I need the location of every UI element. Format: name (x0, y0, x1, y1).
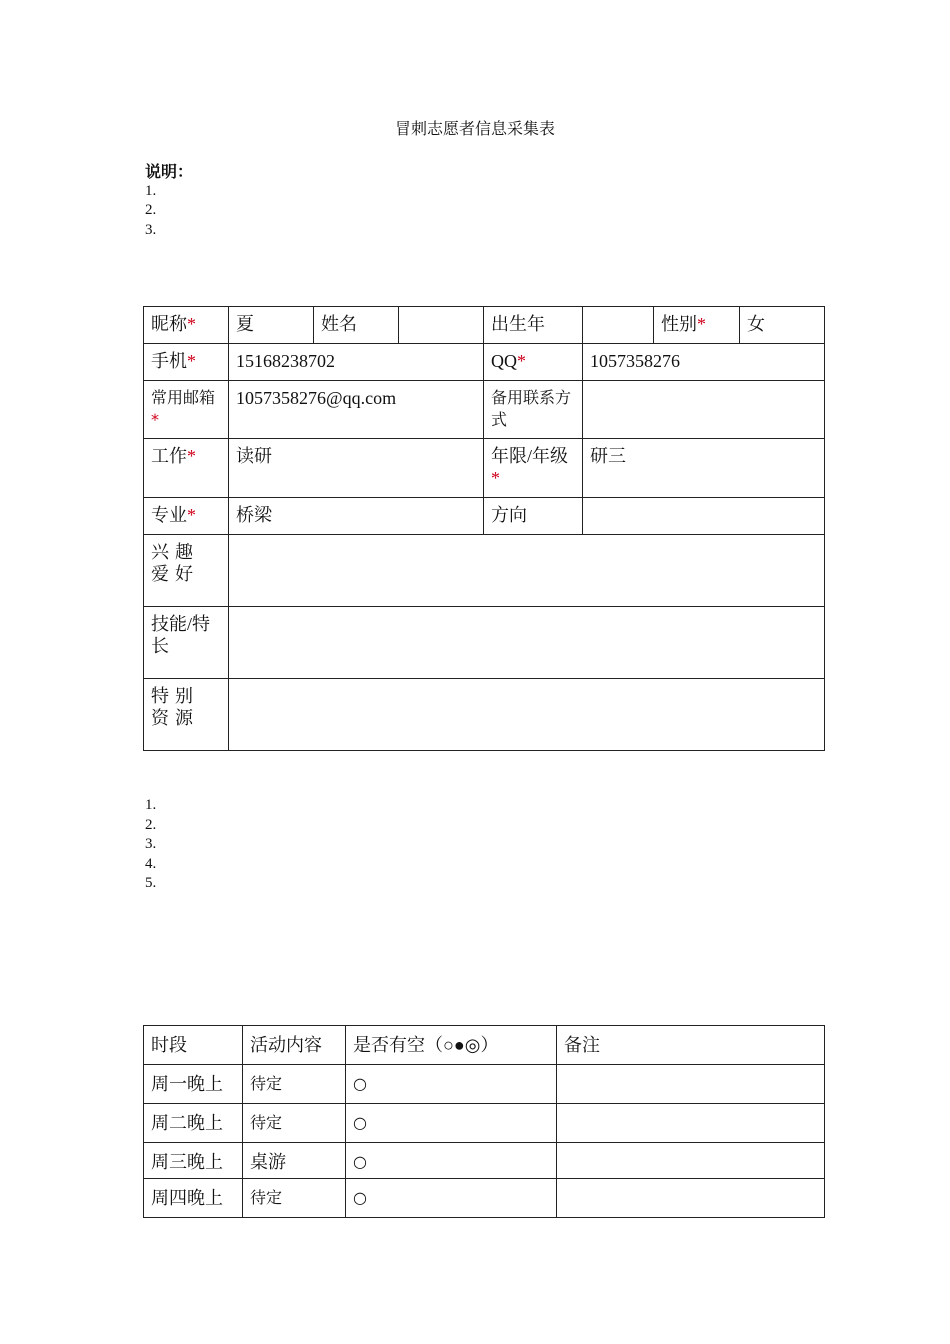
required-mark: * (517, 351, 526, 371)
period-cell: 周三晚上 (144, 1143, 243, 1179)
required-mark: * (151, 410, 159, 429)
availability-cell[interactable]: ○ (346, 1179, 557, 1218)
table-row (144, 1143, 825, 1179)
period-cell: 周一晚上 (144, 1065, 243, 1104)
hobby-label: 兴趣爱好 (144, 535, 229, 607)
work-value[interactable]: 读研 (229, 439, 484, 498)
gender-value[interactable]: 女 (740, 307, 825, 344)
note-cell[interactable] (557, 1104, 825, 1143)
list-item: 2. (145, 816, 157, 833)
year-grade-label: 年限/年级* (484, 439, 583, 498)
name-label: 姓名 (314, 307, 399, 344)
birth-year-value[interactable] (583, 307, 654, 344)
direction-label: 方向 (484, 498, 583, 535)
list-item: 1. (145, 797, 157, 813)
notes-item: 2. (145, 202, 157, 218)
activity-cell[interactable]: 待定 (243, 1065, 346, 1104)
note-cell[interactable] (557, 1179, 825, 1218)
availability-cell[interactable]: ○ (346, 1104, 557, 1143)
required-mark: * (697, 314, 706, 334)
table-row (144, 1104, 825, 1143)
alt-contact-value[interactable] (583, 381, 825, 439)
major-value[interactable]: 桥梁 (229, 498, 484, 535)
availability-cell[interactable]: ○ (346, 1143, 557, 1179)
note-cell[interactable] (557, 1143, 825, 1179)
notes-item: 1. (145, 182, 157, 199)
header-availability: 是否有空（○●◎） (346, 1026, 557, 1065)
skill-value[interactable] (229, 607, 825, 679)
table-row (144, 1065, 825, 1104)
alt-contact-label: 备用联系方式 (484, 381, 583, 439)
year-grade-value[interactable]: 研三 (583, 439, 825, 498)
note-cell[interactable] (557, 1065, 825, 1104)
qq-label: QQ* (484, 344, 583, 381)
required-mark: * (187, 351, 196, 371)
activity-cell[interactable]: 待定 (243, 1179, 346, 1218)
nickname-value[interactable]: 夏 (229, 307, 314, 344)
period-cell: 周四晚上 (144, 1179, 243, 1218)
header-period: 时段 (144, 1026, 243, 1065)
page-title: 冒刺志愿者信息采集表 (394, 119, 555, 138)
resource-value[interactable] (229, 679, 825, 751)
required-mark: * (187, 314, 196, 334)
list-item: 3. (145, 836, 157, 852)
qq-value[interactable]: 1057358276 (583, 344, 825, 381)
email-value[interactable]: 1057358276@qq.com (229, 381, 484, 439)
numbered-list (145, 796, 156, 894)
required-mark: * (187, 446, 196, 466)
hobby-value[interactable] (229, 535, 825, 607)
nickname-label: 昵称* (144, 307, 229, 344)
notes-heading: 说明： (145, 162, 194, 181)
table-row (144, 1179, 825, 1218)
list-item: 4. (145, 855, 157, 872)
availability-cell[interactable]: ○ (346, 1065, 557, 1104)
major-label: 专业* (144, 498, 229, 535)
name-value[interactable] (399, 307, 484, 344)
notes-section (145, 162, 193, 240)
resource-label: 特别资源 (144, 679, 229, 751)
volunteer-info-table (143, 306, 825, 751)
required-mark: * (491, 468, 500, 488)
header-note: 备注 (557, 1026, 825, 1065)
activity-cell[interactable]: 待定 (243, 1104, 346, 1143)
skill-label: 技能/特长 (144, 607, 229, 679)
list-item: 5. (145, 875, 157, 891)
activity-cell[interactable]: 桌游 (243, 1143, 346, 1179)
direction-value[interactable] (583, 498, 825, 535)
schedule-table (143, 1025, 825, 1218)
work-label: 工作* (144, 439, 229, 498)
period-cell: 周二晚上 (144, 1104, 243, 1143)
required-mark: * (187, 505, 196, 525)
birth-year-label: 出生年 (484, 307, 583, 344)
email-label: 常用邮箱* (144, 381, 229, 439)
header-activity: 活动内容 (243, 1026, 346, 1065)
gender-label: 性别* (654, 307, 740, 344)
phone-label: 手机* (144, 344, 229, 381)
notes-item: 3. (145, 221, 157, 238)
phone-value[interactable]: 15168238702 (229, 344, 484, 381)
